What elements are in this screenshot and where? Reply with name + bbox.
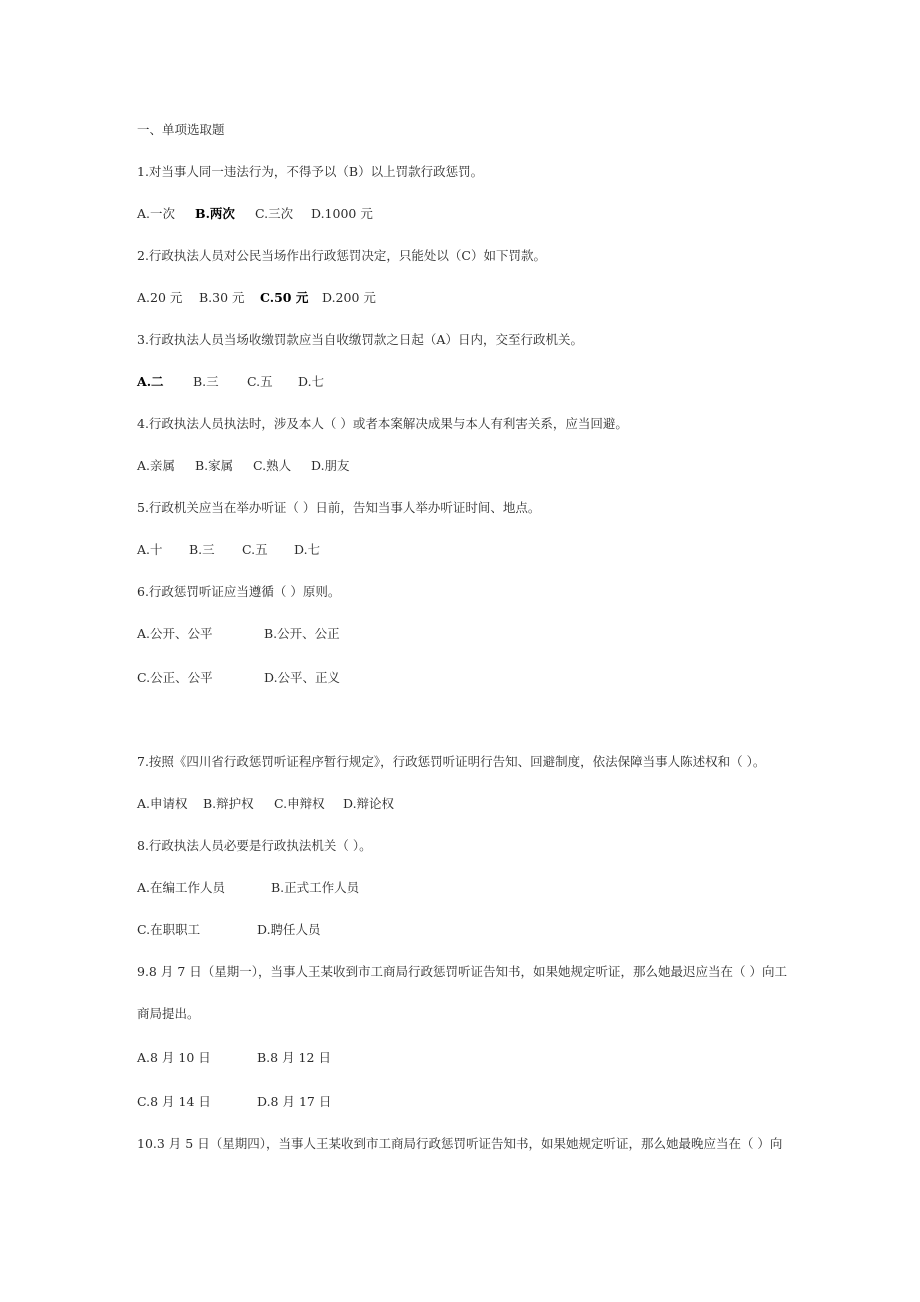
option-b-answer: B.两次 [195, 206, 235, 221]
option-b: B.30 元 [199, 290, 245, 305]
option-b: B.8 月 12 日 [257, 1050, 331, 1065]
option-a: A.一次 [137, 206, 176, 221]
option-d: D.辩论权 [343, 796, 395, 811]
option-c: C.熟人 [253, 458, 292, 473]
option-c-answer: C.50 元 [260, 290, 309, 305]
question-1-stem: 1.对当事人同一违法行为，不得予以（B）以上罚款行政惩罚。 [137, 164, 484, 179]
question-6-stem: 6.行政惩罚听证应当遵循（ ）原则。 [137, 584, 341, 599]
option-a: A.在编工作人员 [137, 880, 226, 895]
option-a: A.20 元 [137, 290, 183, 305]
option-a: A.8 月 10 日 [137, 1050, 211, 1065]
option-d: D.公平、正义 [264, 670, 341, 685]
question-2-stem: 2.行政执法人员对公民当场作出行政惩罚决定，只能处以（C）如下罚款。 [137, 248, 546, 263]
question-5-stem: 5.行政机关应当在举办听证（ ）日前，告知当事人举办听证时间、地点。 [137, 500, 541, 515]
option-d: D.聘任人员 [257, 922, 321, 937]
option-a: A.十 [137, 542, 163, 557]
option-d: D.朋友 [311, 458, 350, 473]
question-10-stem: 10.3 月 5 日（星期四），当事人王某收到市工商局行政惩罚听证告知书，如果她规定听证，那么她最晚应当在（ ）向 [137, 1136, 783, 1151]
option-b: B.公开、公正 [264, 626, 340, 641]
option-d: D.1000 元 [311, 206, 373, 221]
option-c: C.在职职工 [137, 922, 201, 937]
question-9-stem-line1: 9.8 月 7 日（星期一），当事人王某收到市工商局行政惩罚听证告知书，如果她规定听证，那么她最迟应当在（ ）向工 [137, 964, 787, 979]
option-d: D.200 元 [322, 290, 376, 305]
option-c: C.8 月 14 日 [137, 1094, 211, 1109]
option-c: C.五 [247, 374, 273, 389]
option-d: D.8 月 17 日 [257, 1094, 332, 1109]
question-3-stem: 3.行政执法人员当场收缴罚款应当自收缴罚款之日起（A）日内，交至行政机关。 [137, 332, 583, 347]
option-b: B.家属 [195, 458, 234, 473]
option-c: C.五 [242, 542, 268, 557]
option-b: B.三 [193, 374, 219, 389]
option-a: A.亲属 [137, 458, 176, 473]
option-c: C.公正、公平 [137, 670, 213, 685]
question-7-stem: 7.按照《四川省行政惩罚听证程序暂行规定》，行政惩罚听证明行告知、回避制度，依法保障当事人陈述权和（ ）。 [137, 754, 766, 769]
option-a: A.申请权 [137, 796, 188, 811]
option-b: B.辩护权 [203, 796, 254, 811]
question-4-stem: 4.行政执法人员执法时，涉及本人（ ）或者本案解决成果与本人有利害关系，应当回避。 [137, 416, 628, 431]
option-b: B.三 [189, 542, 215, 557]
question-8-stem: 8.行政执法人员必要是行政执法机关（ ）。 [137, 838, 372, 853]
option-a: A.公开、公平 [137, 626, 213, 641]
option-b: B.正式工作人员 [271, 880, 360, 895]
option-d: D.七 [298, 374, 325, 389]
option-d: D.七 [294, 542, 321, 557]
question-9-stem-line2: 商局提出。 [137, 1006, 200, 1021]
option-c: C.申辩权 [274, 796, 325, 811]
option-a-answer: A.二 [137, 374, 164, 389]
option-c: C.三次 [255, 206, 294, 221]
section-title: 一、单项选取题 [137, 122, 225, 137]
